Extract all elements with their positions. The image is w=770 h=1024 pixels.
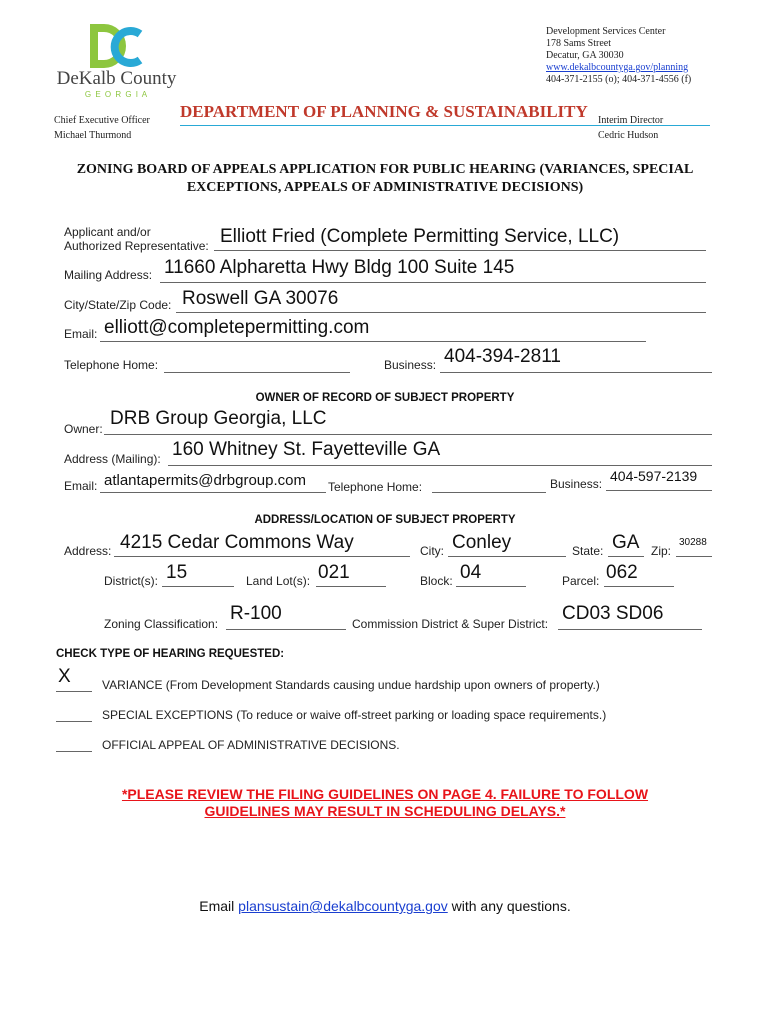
department-title: DEPARTMENT OF PLANNING & SUSTAINABILITY xyxy=(180,102,588,121)
hearing-option xyxy=(56,666,736,692)
filing-guidelines-notice xyxy=(0,786,770,820)
form-title xyxy=(0,161,770,197)
applicant-email-label: Email: xyxy=(64,327,98,341)
district-label: District(s): xyxy=(104,574,158,588)
owner-phone-home-label: Telephone Home: xyxy=(328,480,423,494)
footer-email-link[interactable]: plansustain@dekalbcountyga.gov xyxy=(238,898,448,914)
applicant-label-line1: Applicant and/or xyxy=(64,225,151,239)
hearing-option-line xyxy=(56,721,92,722)
owner-field[interactable]: DRB Group Georgia, LLC xyxy=(110,408,327,429)
property-zip-line xyxy=(676,556,712,557)
contact-block xyxy=(546,26,691,86)
contact-center: Development Services Center xyxy=(546,26,666,37)
owner-section-title: OWNER OF RECORD OF SUBJECT PROPERTY xyxy=(255,392,515,404)
property-address-label: Address: xyxy=(64,544,112,558)
variance-label: VARIANCE (From Development Standards causing undue hardship upon owners of property.) xyxy=(102,678,600,692)
form-title-line2: EXCEPTIONS, APPEALS OF ADMINISTRATIVE DECISIONS) xyxy=(186,180,584,195)
zoning-line xyxy=(226,629,346,630)
mailing-label: Mailing Address: xyxy=(64,268,153,282)
official-appeal-label: OFFICIAL APPEAL OF ADMINISTRATIVE DECISIONS. xyxy=(102,738,400,752)
city-state-zip-field[interactable]: Roswell GA 30076 xyxy=(182,288,339,309)
owner-email-field[interactable]: atlantapermits@drbgroup.com xyxy=(104,472,306,489)
land-lot-label: Land Lot(s): xyxy=(246,574,311,588)
ceo-title: Chief Executive Officer xyxy=(54,115,150,126)
footer-suffix: with any questions. xyxy=(451,898,571,914)
city-state-zip-label: City/State/Zip Code: xyxy=(64,298,172,312)
district-field[interactable]: 15 xyxy=(166,562,188,583)
property-zip-field[interactable]: 30288 xyxy=(679,537,707,548)
hearing-option-line xyxy=(56,691,92,692)
commission-field[interactable]: CD03 SD06 xyxy=(562,603,664,624)
owner-phone-home-line xyxy=(432,492,546,493)
owner-label: Owner: xyxy=(64,422,103,436)
applicant-email-field[interactable]: elliott@completepermitting.com xyxy=(104,317,370,338)
contact-street: 178 Sams Street xyxy=(546,38,611,49)
variance-checkbox[interactable]: X xyxy=(58,666,71,687)
property-state-field[interactable]: GA xyxy=(612,532,640,553)
director-name: Cedric Hudson xyxy=(598,130,659,141)
form-title-line1: ZONING BOARD OF APPEALS APPLICATION FOR PUBLIC HEARING (VARIANCES, SPECIAL xyxy=(76,162,694,177)
zoning-label: Zoning Classification: xyxy=(104,617,219,631)
hearing-option xyxy=(56,726,736,752)
ceo-block xyxy=(54,115,150,142)
property-city-line xyxy=(448,556,566,557)
property-address-field[interactable]: 4215 Cedar Commons Way xyxy=(120,532,354,553)
owner-line xyxy=(104,434,712,435)
property-address-line xyxy=(114,556,410,557)
block-line xyxy=(456,586,526,587)
notice-line2: GUIDELINES MAY RESULT IN SCHEDULING DELAYS.* xyxy=(204,803,566,819)
applicant-business-field[interactable]: 404-394-2811 xyxy=(444,346,561,367)
land-lot-field[interactable]: 021 xyxy=(318,562,350,583)
special-exceptions-label: SPECIAL EXCEPTIONS (To reduce or waive off-street parking or loading space requirements.) xyxy=(102,708,607,722)
footer-contact xyxy=(0,898,770,914)
parcel-field[interactable]: 062 xyxy=(606,562,638,583)
district-line xyxy=(162,586,234,587)
property-section-title: ADDRESS/LOCATION OF SUBJECT PROPERTY xyxy=(254,514,516,526)
contact-website[interactable]: www.dekalbcountyga.gov/planning xyxy=(546,62,689,73)
applicant-business-label: Business: xyxy=(384,358,437,372)
owner-address-label: Address (Mailing): xyxy=(64,452,161,466)
owner-address-field[interactable]: 160 Whitney St. Fayetteville GA xyxy=(172,439,441,460)
county-logo xyxy=(54,24,179,100)
hearing-option xyxy=(56,696,736,722)
block-label: Block: xyxy=(420,574,453,588)
applicant-phone-home-line xyxy=(164,372,350,373)
applicant-label xyxy=(64,225,209,253)
logo-state-name: G E O R G I A xyxy=(84,90,149,99)
owner-business-field[interactable]: 404-597-2139 xyxy=(610,468,698,484)
contact-city: Decatur, GA 30030 xyxy=(546,50,624,61)
commission-line xyxy=(558,629,702,630)
applicant-label-line2: Authorized Representative: xyxy=(64,239,209,253)
notice-line1: *PLEASE REVIEW THE FILING GUIDELINES ON PAGE 4. FAILURE TO FOLLOW xyxy=(121,786,649,802)
property-state-line xyxy=(608,556,644,557)
land-lot-line xyxy=(316,586,386,587)
mailing-address-field[interactable]: 11660 Alpharetta Hwy Bldg 100 Suite 145 xyxy=(164,257,515,278)
city-state-zip-line xyxy=(176,312,706,313)
owner-email-line xyxy=(100,492,326,493)
property-city-field[interactable]: Conley xyxy=(452,532,512,553)
property-state-label: State: xyxy=(572,544,604,558)
applicant-business-line xyxy=(440,372,712,373)
applicant-email-line xyxy=(100,341,646,342)
owner-address-line xyxy=(168,465,712,466)
logo-county-name: DeKalb County xyxy=(56,68,177,89)
owner-email-label: Email: xyxy=(64,479,98,493)
applicant-name-field[interactable]: Elliott Fried (Complete Permitting Service, LLC) xyxy=(220,226,620,247)
hearing-title: CHECK TYPE OF HEARING REQUESTED: xyxy=(56,648,285,660)
property-city-label: City: xyxy=(420,544,444,558)
hearing-option-line xyxy=(56,751,92,752)
contact-phone: 404-371-2155 (o); 404-371-4556 (f) xyxy=(546,74,692,85)
commission-label: Commission District & Super District: xyxy=(352,617,549,631)
dekalb-logo-icon xyxy=(54,24,179,72)
property-zip-label: Zip: xyxy=(651,544,672,558)
applicant-name-line xyxy=(214,250,706,251)
applicant-phone-home-label: Telephone Home: xyxy=(64,358,159,372)
owner-business-line xyxy=(606,490,712,491)
parcel-line xyxy=(604,586,674,587)
owner-business-label: Business: xyxy=(550,477,603,491)
ceo-name: Michael Thurmond xyxy=(54,130,132,141)
parcel-label: Parcel: xyxy=(562,574,600,588)
mailing-line xyxy=(160,282,706,283)
block-field[interactable]: 04 xyxy=(460,562,482,583)
director-block xyxy=(598,115,663,142)
zoning-field[interactable]: R-100 xyxy=(230,603,282,624)
director-title: Interim Director xyxy=(598,115,664,126)
footer-prefix: Email xyxy=(199,898,235,914)
